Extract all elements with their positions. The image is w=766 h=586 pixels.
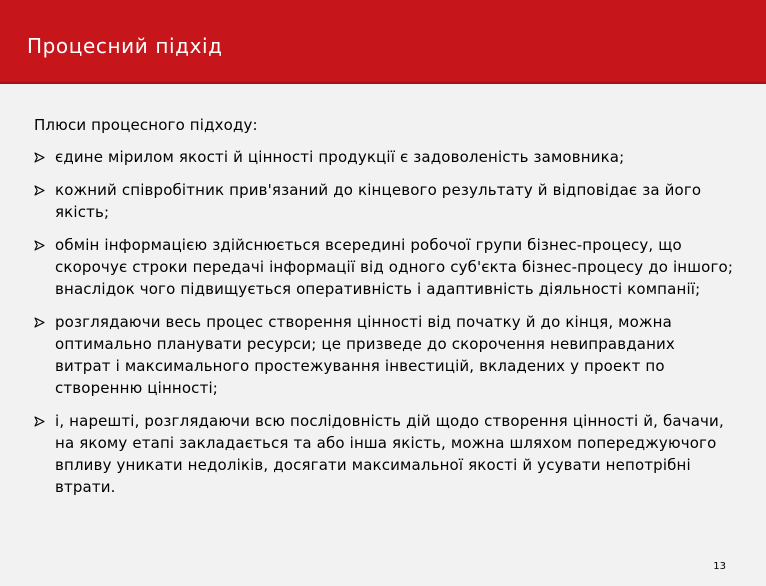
bullet-text: обмін інформацією здійснюється всередині робочої групи бізнес-процесу, що скорочує строки передачі інформації від одного суб'єкта бізнес-процесу до іншого; внаслідок чого підвищується оперативність і адаптивність діяльності компанії; — [55, 236, 734, 298]
bullet-text: кожний співробітник прив'язаний до кінцевого результату й відповідає за його якість; — [55, 181, 702, 221]
intro-text: Плюси процесного підходу: — [34, 116, 258, 134]
arrowhead-bullet-icon — [34, 311, 46, 333]
slide-content — [34, 114, 734, 509]
slide-title: Процесний підхід — [27, 34, 223, 58]
slide-header — [0, 0, 766, 84]
bullet-text: і, нарешті, розглядаючи всю послідовність дій щодо створення цінності й, бачачи, на якому етапі закладається та або інша якість, можна шляхом попереджуючого впливу уникати недоліків, досягати максимальної якості й усувати непотрібні втрати. — [55, 412, 724, 496]
bullet-text: єдине мірилом якості й цінності продукції є задоволеність замовника; — [55, 148, 625, 166]
bullet-text: розглядаючи весь процес створення цінності від початку й до кінця, можна оптимально планувати ресурси; це призведе до скорочення невиправданих витрат і максимального простежування інвестицій, вкладених у проект по створенню цінності; — [55, 313, 675, 397]
list-item — [34, 234, 734, 300]
list-item — [34, 179, 734, 223]
arrowhead-bullet-icon — [34, 410, 46, 432]
arrowhead-bullet-icon — [34, 146, 46, 168]
bullet-list — [34, 146, 734, 498]
list-item — [34, 311, 734, 399]
arrowhead-bullet-icon — [34, 234, 46, 256]
list-item — [34, 410, 734, 498]
list-item — [34, 146, 734, 168]
page-number: 13 — [713, 561, 726, 572]
arrowhead-bullet-icon — [34, 179, 46, 201]
